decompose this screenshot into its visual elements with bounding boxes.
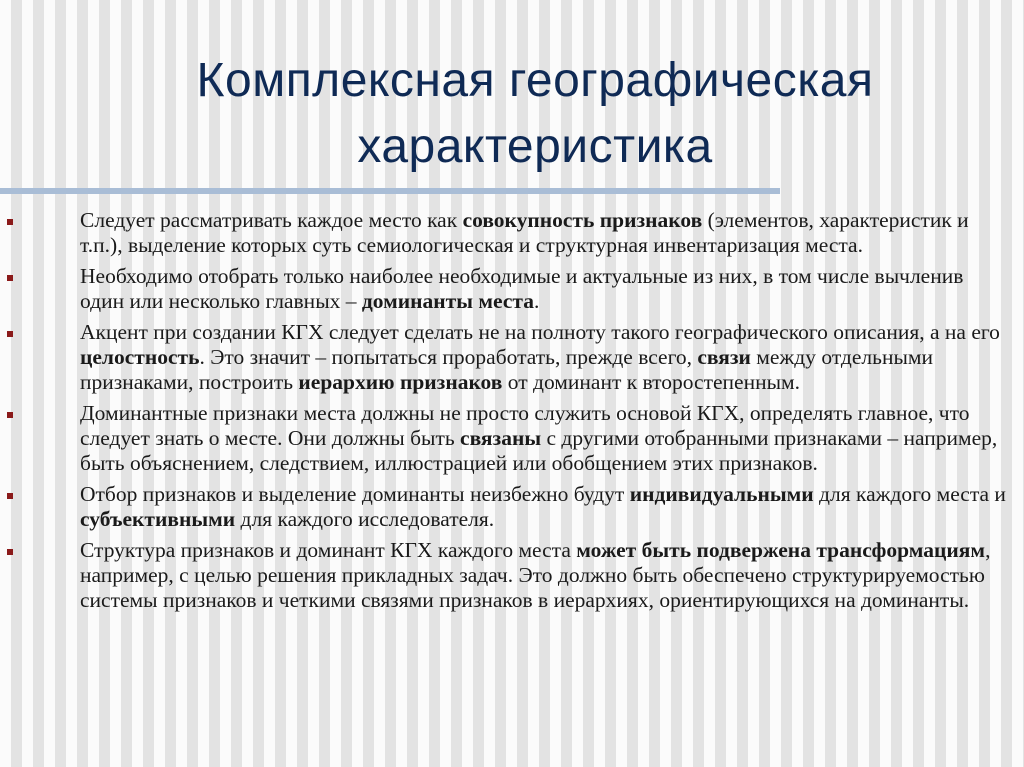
title-line-2: характеристика — [357, 120, 713, 173]
bold-term: связи — [697, 345, 751, 369]
bold-term: доминанты места — [361, 289, 534, 313]
text-segment: Структура признаков и доминант КГХ каждого места — [80, 538, 577, 562]
bullet-item — [0, 482, 1024, 532]
text-segment: от доминант к второстепенным. — [502, 370, 801, 394]
slide-title — [40, 48, 1024, 180]
text-segment: Необходимо отобрать только наиболее необходимые и актуальные из них, в том числе вычленив один или несколько главных – — [80, 264, 964, 313]
text-segment: для каждого исследователя. — [235, 507, 495, 531]
text-segment: Отбор признаков и выделение доминанты неизбежно будут — [80, 482, 630, 506]
bullet-text — [80, 401, 1010, 476]
bullet-text — [80, 208, 1010, 258]
bullet-list — [0, 208, 1024, 619]
square-bullet-icon — [7, 493, 13, 499]
text-segment: Доминантные признаки места должны не просто служить основой КГХ, определять главное, что следует знать о месте. Они должны быть — [80, 401, 970, 450]
bold-term: целостность — [80, 345, 200, 369]
bullet-text — [80, 482, 1010, 532]
bold-term: совокупность признаков — [462, 208, 703, 232]
square-bullet-icon — [7, 549, 13, 555]
title-divider — [0, 188, 780, 194]
square-bullet-icon — [7, 412, 13, 418]
bold-term: иерархию признаков — [298, 370, 503, 394]
text-segment: (элементов, характеристик и т.п.), выделение которых суть семиологическая и структурная инвентаризация места. — [80, 208, 969, 257]
text-segment: с другими отобранными признаками – например, быть объяснением, следствием, иллюстрацией или обобщением этих признаков. — [80, 426, 998, 475]
bold-term: связаны — [460, 426, 542, 450]
text-segment: Следует рассматривать каждое место как — [80, 208, 463, 232]
bullet-text — [80, 538, 1010, 613]
text-segment: Акцент при создании КГХ следует сделать не на полноту такого географического описания, а на его — [80, 320, 1000, 344]
bullet-item — [0, 320, 1024, 395]
bullet-text — [80, 264, 1010, 314]
square-bullet-icon — [7, 331, 13, 337]
bullet-item — [0, 264, 1024, 314]
bullet-item — [0, 538, 1024, 613]
text-segment: . Это значит – попытаться проработать, прежде всего, — [199, 345, 698, 369]
text-segment: . — [533, 289, 540, 313]
title-line-1: Комплексная географическая — [196, 54, 874, 107]
bullet-text — [80, 320, 1010, 395]
text-segment: между отдельными признаками, построить — [80, 345, 934, 394]
text-segment: , например, с целью решения прикладных задач. Это должно быть обеспечено структурируемостью системы признаков и четкими связями признаков в иерархиях, ориентирующихся на доминанты. — [80, 538, 991, 612]
bold-term: может быть подвержена трансформациям — [576, 538, 986, 562]
bold-term: индивидуальными — [629, 482, 814, 506]
square-bullet-icon — [7, 275, 13, 281]
bold-term: субъективными — [80, 507, 236, 531]
bullet-item — [0, 401, 1024, 476]
square-bullet-icon — [7, 219, 13, 225]
bullet-item — [0, 208, 1024, 258]
text-segment: для каждого места и — [813, 482, 1006, 506]
